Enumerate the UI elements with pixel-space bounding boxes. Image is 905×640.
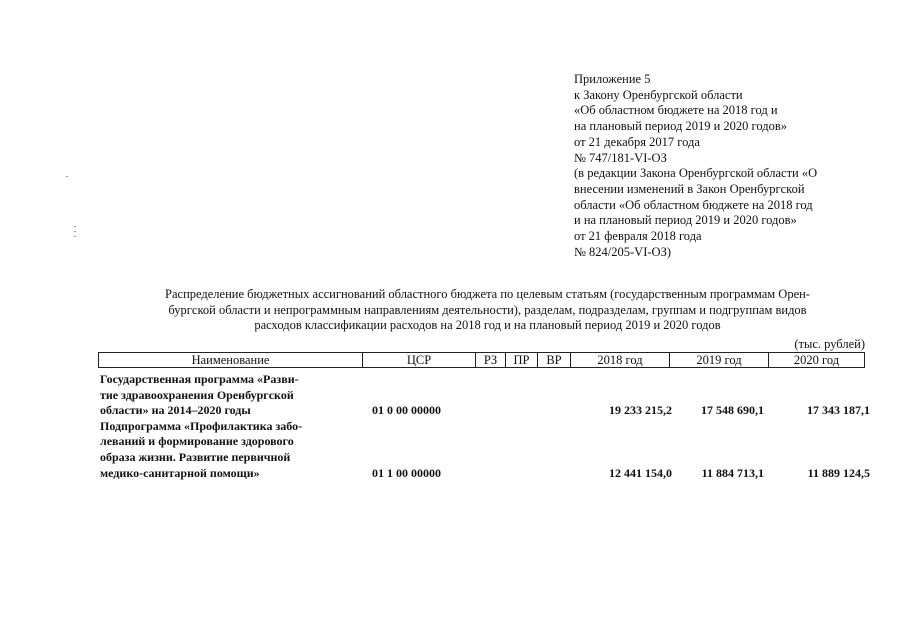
row-name-line: тие здравоохранения Оренбургской [100,387,294,402]
units-label: (тыс. рублей) [794,337,865,351]
header-2019: 2019 год [669,353,768,367]
table-row [100,419,870,481]
header-2020: 2020 год [768,353,864,367]
row-2020: 17 343 187,1 [807,403,870,418]
appendix-line: и на плановый период 2019 и 2020 годов» [574,213,797,228]
document-title [100,287,875,334]
header-vr: ВР [537,353,570,367]
row-2019: 17 548 690,1 [701,403,764,418]
header-2018: 2018 год [570,353,669,367]
row-name-line: леваний и формирование здорового [100,434,294,449]
row-2020: 11 889 124,5 [807,465,870,480]
appendix-line: Приложение 5 [574,72,651,86]
appendix-line: № 747/181-VI-ОЗ [574,150,667,165]
appendix-line: области «Об областном бюджете на 2018 год [574,197,813,212]
header-pr: ПР [505,353,537,367]
appendix-block [574,72,874,260]
row-name-line: медико-санитарной помощи» [100,465,260,480]
row-csr: 01 0 00 00000 [372,403,441,418]
scan-mark [66,176,68,177]
scan-mark [74,231,76,232]
header-csr: ЦСР [362,353,475,367]
row-name-line: образа жизни. Развитие первичной [100,449,291,464]
row-name-line: Государственная программа «Разви- [100,372,299,386]
header-rz: РЗ [475,353,505,367]
row-name-line: Подпрограмма «Профилактика забо- [100,418,303,433]
appendix-line: «Об областном бюджете на 2018 год и [574,103,778,118]
appendix-line: (в редакции Закона Оренбургской области «О [574,166,818,181]
appendix-line: к Закону Оренбургской области [574,87,743,102]
table-header [98,352,865,368]
appendix-line: на плановый период 2019 и 2020 годов» [574,119,787,134]
row-csr: 01 1 00 00000 [372,465,441,480]
row-name [100,419,368,481]
scan-mark [74,236,76,237]
row-name-line: области» на 2014–2020 годы [100,403,251,418]
appendix-line: от 21 февраля 2018 года [574,229,702,244]
title-line: бургской области и непрограммным направлениям деятельности), разделам, подразделам, группам и подгруппам видов [168,302,807,317]
row-2018: 12 441 154,0 [609,465,672,480]
row-2019: 11 884 713,1 [701,465,764,480]
appendix-line: от 21 декабря 2017 года [574,134,700,149]
title-line: Распределение бюджетных ассигнований областного бюджета по целевым статьям (государственным программам Орен- [165,287,810,301]
appendix-line: внесении изменений в Закон Оренбургской [574,181,805,196]
table-body [100,372,870,481]
title-line: расходов классификации расходов на 2018 год и на плановый период 2019 и 2020 годов [254,318,721,332]
header-name: Наименование [191,353,270,367]
appendix-line: № 824/205-VI-ОЗ) [574,244,671,259]
scan-mark [74,226,76,227]
table-row [100,372,870,419]
row-name [100,372,368,419]
row-2018: 19 233 215,2 [609,403,672,418]
